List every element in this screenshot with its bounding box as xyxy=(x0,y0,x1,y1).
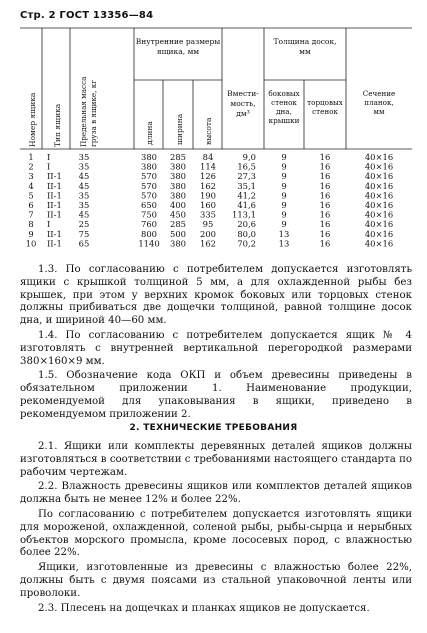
cell-side-walls: 13 xyxy=(278,238,290,249)
cell-box-number: 5 xyxy=(28,190,34,201)
cell-height: 335 xyxy=(200,209,216,220)
cell-box-type: II-1 xyxy=(47,228,62,239)
cell-section: 40×16 xyxy=(364,228,394,239)
cell-mass: 25 xyxy=(78,219,90,230)
table-row xyxy=(28,210,393,220)
paragraph-2-1: 2.1. Ящики или комплекты деревянных деталей ящиков должны изготовляться в соответствии с требованиями настоящего стандарта по рабочим чертежам. xyxy=(20,441,412,478)
cell-box-type: II-1 xyxy=(47,171,62,182)
svg-text:планок,: планок, xyxy=(364,98,394,107)
cell-mass: 75 xyxy=(78,228,90,239)
svg-text:мм: мм xyxy=(299,47,311,56)
cell-box-type: II-1 xyxy=(47,200,62,210)
header-width: ширина xyxy=(175,113,184,145)
cell-box-number: 4 xyxy=(28,180,34,191)
cell-capacity: 41,2 xyxy=(237,190,256,201)
paragraph-1-5: 1.5. Обозначение кода ОКП и объем древесины приведены в обязательном приложении 1. Наименование продукции, рекомендуемой для упаковывания в ящики, приведено в рекомендуемом приложении 2. xyxy=(20,370,412,420)
cell-side-walls: 9 xyxy=(281,152,287,162)
cell-capacity: 20,6 xyxy=(237,219,256,230)
cell-side-walls: 9 xyxy=(281,171,287,182)
svg-text:ящика, мм: ящика, мм xyxy=(156,47,200,56)
cell-width: 500 xyxy=(170,228,186,239)
cell-capacity: 113,1 xyxy=(232,209,256,220)
svg-text:Внутренние размеры: Внутренние размеры xyxy=(135,37,221,46)
cell-height: 160 xyxy=(200,200,216,210)
cell-width: 380 xyxy=(170,190,186,201)
cell-end-walls: 16 xyxy=(319,219,331,230)
cell-section: 40×16 xyxy=(364,209,394,220)
svg-text:Вмести-: Вмести- xyxy=(227,89,259,98)
cell-end-walls: 16 xyxy=(319,200,331,210)
cell-section: 40×16 xyxy=(364,152,394,162)
cell-section: 40×16 xyxy=(364,161,394,172)
cell-box-type: II-1 xyxy=(47,180,62,191)
paragraphs-section-2 xyxy=(20,441,412,617)
table-row xyxy=(28,229,393,239)
cell-height: 84 xyxy=(202,152,214,162)
cell-box-type: I xyxy=(47,219,51,230)
cell-capacity: 27,3 xyxy=(237,171,256,182)
paragraph-1-3: 1.3. По согласованию с потребителем допускается изготовлять ящики с крышкой толщиной 5 мм, а для охлажденной рыбы без крышек, при этом у верхних кромок боковых или торцовых стенок должны прибиваться две дощечки толщиной, равной толщине досок дна, и шириной 40—60 мм. xyxy=(20,264,412,327)
cell-end-walls: 16 xyxy=(319,238,331,249)
table-row xyxy=(28,181,393,191)
cell-side-walls: 9 xyxy=(281,200,287,210)
svg-text:торцовых: торцовых xyxy=(307,98,343,107)
header-capacity xyxy=(227,89,259,118)
cell-width: 380 xyxy=(170,171,186,182)
cell-box-number: 7 xyxy=(28,209,34,220)
section-title: 2. ТЕХНИЧЕСКИЕ ТРЕБОВАНИЯ xyxy=(129,423,298,433)
svg-text:стенок: стенок xyxy=(312,107,338,116)
svg-text:крышки: крышки xyxy=(268,116,300,125)
cell-end-walls: 16 xyxy=(319,171,331,182)
cell-length: 750 xyxy=(141,209,157,220)
cell-mass: 35 xyxy=(78,190,90,201)
cell-box-number: 6 xyxy=(28,200,34,210)
cell-length: 570 xyxy=(141,190,157,201)
cell-length: 380 xyxy=(141,161,157,172)
cell-mass: 35 xyxy=(78,152,90,162)
cell-height: 200 xyxy=(200,228,216,239)
cell-width: 380 xyxy=(170,161,186,172)
cell-mass: 35 xyxy=(78,200,90,210)
cell-section: 40×16 xyxy=(364,190,394,201)
svg-text:дм³: дм³ xyxy=(236,109,250,118)
cell-section: 40×16 xyxy=(364,200,394,210)
cell-end-walls: 16 xyxy=(319,190,331,201)
header-length: длина xyxy=(145,121,154,145)
cell-end-walls: 16 xyxy=(319,180,331,191)
table-row xyxy=(28,190,393,200)
header-end-walls xyxy=(307,98,343,116)
header-side-walls xyxy=(268,89,299,125)
cell-height: 95 xyxy=(202,219,214,230)
cell-end-walls: 16 xyxy=(319,209,331,220)
svg-text:мм: мм xyxy=(373,107,385,116)
cell-length: 570 xyxy=(141,171,157,182)
cell-width: 400 xyxy=(170,200,186,210)
cell-side-walls: 13 xyxy=(278,228,290,239)
cell-length: 570 xyxy=(141,180,157,191)
svg-text:Толщина досок,: Толщина досок, xyxy=(273,37,337,46)
svg-text:боковых: боковых xyxy=(268,89,300,98)
svg-text:Предельная масса: Предельная масса xyxy=(79,76,88,147)
cell-length: 1140 xyxy=(138,238,160,249)
cell-capacity: 70,2 xyxy=(237,238,256,249)
cell-section: 40×16 xyxy=(364,238,394,249)
table-row xyxy=(28,162,393,172)
cell-width: 285 xyxy=(170,219,186,230)
paragraph-2-2-note: По согласованию с потребителем допускается изготовлять ящики для мороженой, охлажденной, соленой рыбы, рыбы-сырца и нерыбных объектов морского промысла, кроме лососевых пород, с влажностью более 22%. xyxy=(20,508,412,559)
svg-text:стенок: стенок xyxy=(271,98,297,107)
cell-length: 800 xyxy=(141,228,157,239)
cell-section: 40×16 xyxy=(364,180,394,191)
header-max-mass xyxy=(79,76,98,147)
paragraph-1-4: 1.4. По согласованию с потребителем допускается ящик № 4 изготовлять с внутренней вертикальной перегородкой размерами 380×160×9 мм. xyxy=(20,329,412,367)
cell-end-walls: 16 xyxy=(319,152,331,162)
cell-capacity: 41,6 xyxy=(237,200,256,210)
cell-side-walls: 9 xyxy=(281,161,287,172)
svg-text:дна,: дна, xyxy=(276,107,292,116)
table-row xyxy=(28,171,393,181)
header-height: высота xyxy=(204,117,213,145)
cell-capacity: 16,5 xyxy=(237,161,256,172)
paragraph-2-3: 2.3. Плесень на дощечках и планках ящиков не допускается. xyxy=(38,602,370,614)
cell-section: 40×16 xyxy=(364,219,394,230)
cell-box-number: 9 xyxy=(28,228,34,239)
cell-side-walls: 9 xyxy=(281,209,287,220)
cell-height: 162 xyxy=(200,180,216,191)
cell-side-walls: 9 xyxy=(281,190,287,201)
cell-height: 162 xyxy=(200,238,216,249)
page-header: Стр. 2 ГОСТ 13356—84 xyxy=(20,10,154,21)
cell-section: 40×16 xyxy=(364,171,394,182)
cell-box-type: II-1 xyxy=(47,190,62,201)
cell-box-type: II-1 xyxy=(47,209,62,220)
cell-box-type: I xyxy=(47,152,51,162)
paragraph-2-2: 2.2. Влажность древесины ящиков или комплектов деталей ящиков должна быть не менее 12% и более 22%. xyxy=(20,481,412,506)
table-row xyxy=(28,219,393,229)
cell-length: 650 xyxy=(141,200,157,210)
header-box-number: Номер ящика xyxy=(28,92,37,147)
table-row xyxy=(26,238,394,248)
cell-capacity: 80,0 xyxy=(237,228,256,239)
header-internal-dimensions xyxy=(136,37,221,56)
paragraphs-section-1 xyxy=(20,264,412,424)
table-row xyxy=(28,200,393,210)
cell-box-number: 2 xyxy=(28,161,34,172)
dimensions-table xyxy=(0,0,427,260)
cell-box-type: II-1 xyxy=(47,238,62,249)
cell-capacity: 35,1 xyxy=(237,180,256,191)
cell-capacity: 9,0 xyxy=(242,152,256,162)
cell-side-walls: 9 xyxy=(281,219,287,230)
cell-mass: 35 xyxy=(78,161,90,172)
cell-end-walls: 16 xyxy=(319,228,331,239)
cell-height: 114 xyxy=(200,161,216,172)
cell-width: 450 xyxy=(170,209,186,220)
cell-width: 380 xyxy=(170,180,186,191)
cell-height: 126 xyxy=(200,171,216,182)
cell-mass: 45 xyxy=(78,209,90,220)
cell-width: 380 xyxy=(170,238,186,249)
cell-length: 380 xyxy=(141,152,157,162)
cell-mass: 45 xyxy=(78,171,90,182)
cell-side-walls: 9 xyxy=(281,180,287,191)
cell-mass: 45 xyxy=(78,180,90,191)
svg-text:груза в ящике, кг: груза в ящике, кг xyxy=(89,80,98,147)
cell-box-number: 10 xyxy=(25,238,37,249)
cell-mass: 65 xyxy=(78,238,90,249)
header-section xyxy=(363,89,396,116)
cell-end-walls: 16 xyxy=(319,161,331,172)
cell-height: 190 xyxy=(200,190,216,201)
cell-box-number: 1 xyxy=(28,152,34,162)
svg-text:Сечение: Сечение xyxy=(362,89,396,98)
cell-length: 760 xyxy=(141,219,157,230)
header-box-type: Тип ящика xyxy=(53,103,62,147)
table-row xyxy=(28,152,393,162)
cell-box-number: 8 xyxy=(28,219,34,230)
cell-box-number: 3 xyxy=(28,171,34,182)
svg-text:мость,: мость, xyxy=(230,99,256,108)
table-body xyxy=(26,152,394,248)
paragraph-2-2-bands: Ящики, изготовленные из древесины с влажностью более 22%, должны быть с двумя поясами из стальной упаковочной ленты или проволоки. xyxy=(20,562,412,599)
header-board-thickness xyxy=(273,37,336,56)
cell-width: 285 xyxy=(170,152,186,162)
cell-box-type: I xyxy=(47,161,51,172)
